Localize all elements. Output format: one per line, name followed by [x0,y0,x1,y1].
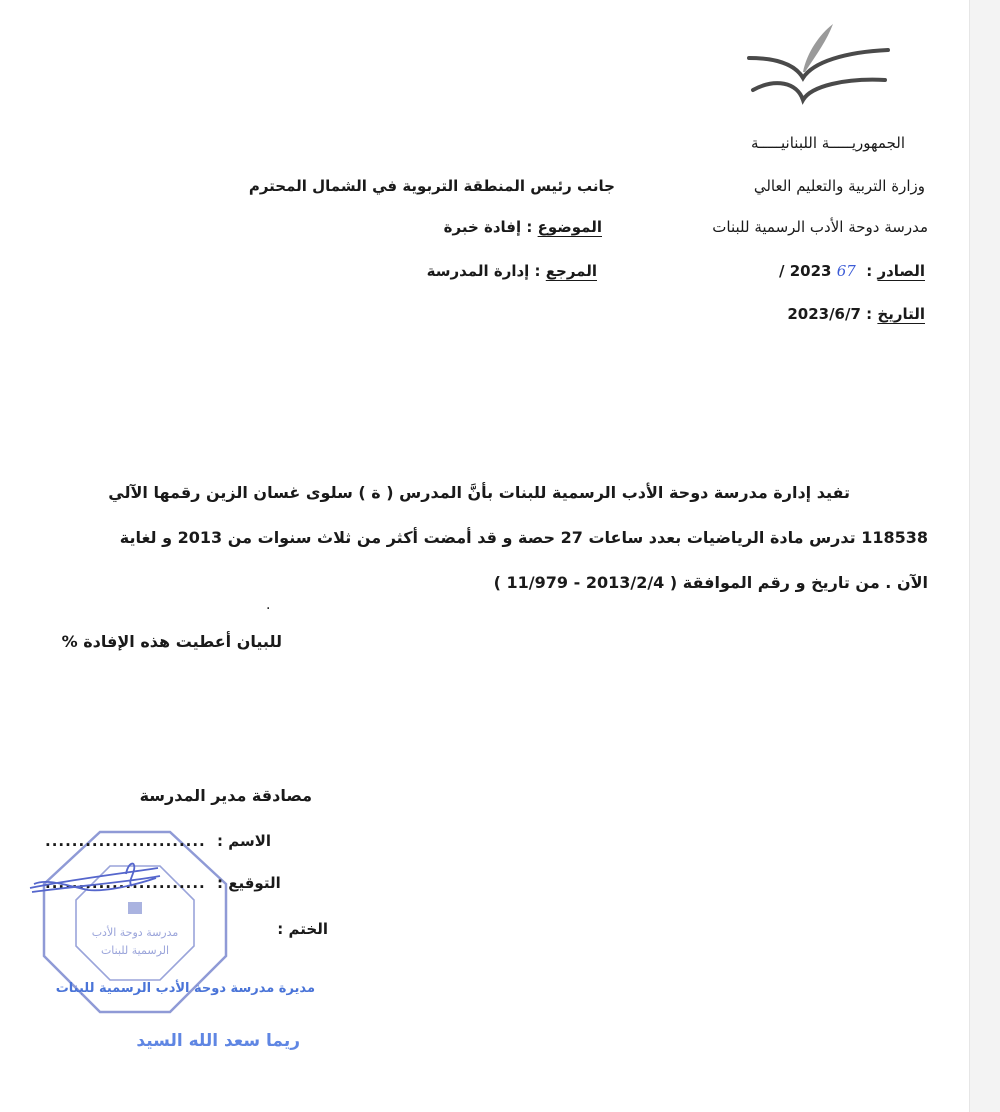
date-row [787,305,925,323]
stamp-text-2: الرسمية للبنات [100,944,170,957]
signature-dots: ........................ [45,874,206,892]
stamp-emblem [128,902,142,914]
outgoing-label: الصادر [877,262,925,280]
reference-value: : إدارة المدرسة [426,262,541,280]
ministry-logo-book-icon [745,22,890,107]
director-title: مديرة مدرسة دوحة الأدب الرسمية للبنات [55,981,315,996]
director-name: ريما سعد الله السيد [136,1031,300,1051]
school-heading: مدرسة دوحة الأدب الرسمية للبنات [712,218,928,236]
scanned-page-edge [969,0,1000,1112]
outgoing-year: 2023 / [779,262,832,280]
republic-heading: الجمهوريـــــة اللبنانيـــــة [751,134,905,152]
subject-row [444,218,602,236]
stamp-row: الختم : [277,920,328,938]
subject-value: : إفادة خبرة [443,218,533,236]
body-line-1: تفيد إدارة مدرسة دوحة الأدب الرسمية للبنات بأنَّ المدرس ( ة ) سلوى غسان الزين رقمها الآلي [108,483,850,502]
addressee-line: جانب رئيس المنطقة التربوية في الشمال المحترم [248,177,615,195]
handwritten-signature [28,856,168,900]
stray-dot: . [266,597,271,613]
closing-line: للبيان أعطيت هذه الإفادة % [61,632,282,651]
name-row [45,832,271,850]
ministry-heading: وزارة التربية والتعليم العالي [753,177,925,195]
body-line-3: الآن . من تاريخ و رقم الموافقة ( 2013/2/4 - 11/979 ) [493,573,928,592]
signature-block-title: مصادقة مدير المدرسة [139,786,312,805]
stamp-text-1: مدرسة دوحة الأدب [91,926,179,939]
name-dots: ........................ [45,832,206,850]
date-label: التاريخ [877,305,925,323]
signature-label: التوقيع : [217,874,281,892]
name-label: الاسم : [217,832,272,850]
subject-label: الموضوع [537,218,602,236]
outgoing-separator: : [866,262,873,280]
outgoing-number-handwritten: 67 [836,262,856,280]
date-value: : 2023/6/7 [787,305,873,323]
body-line-2: 118538 تدرس مادة الرياضيات بعدد ساعات 27 حصة و قد أمضت أكثر من ثلاث سنوات من 2013 و لغاية [119,528,928,547]
reference-label: المرجع [545,262,597,280]
reference-row [427,262,597,280]
outgoing-row [779,262,925,280]
